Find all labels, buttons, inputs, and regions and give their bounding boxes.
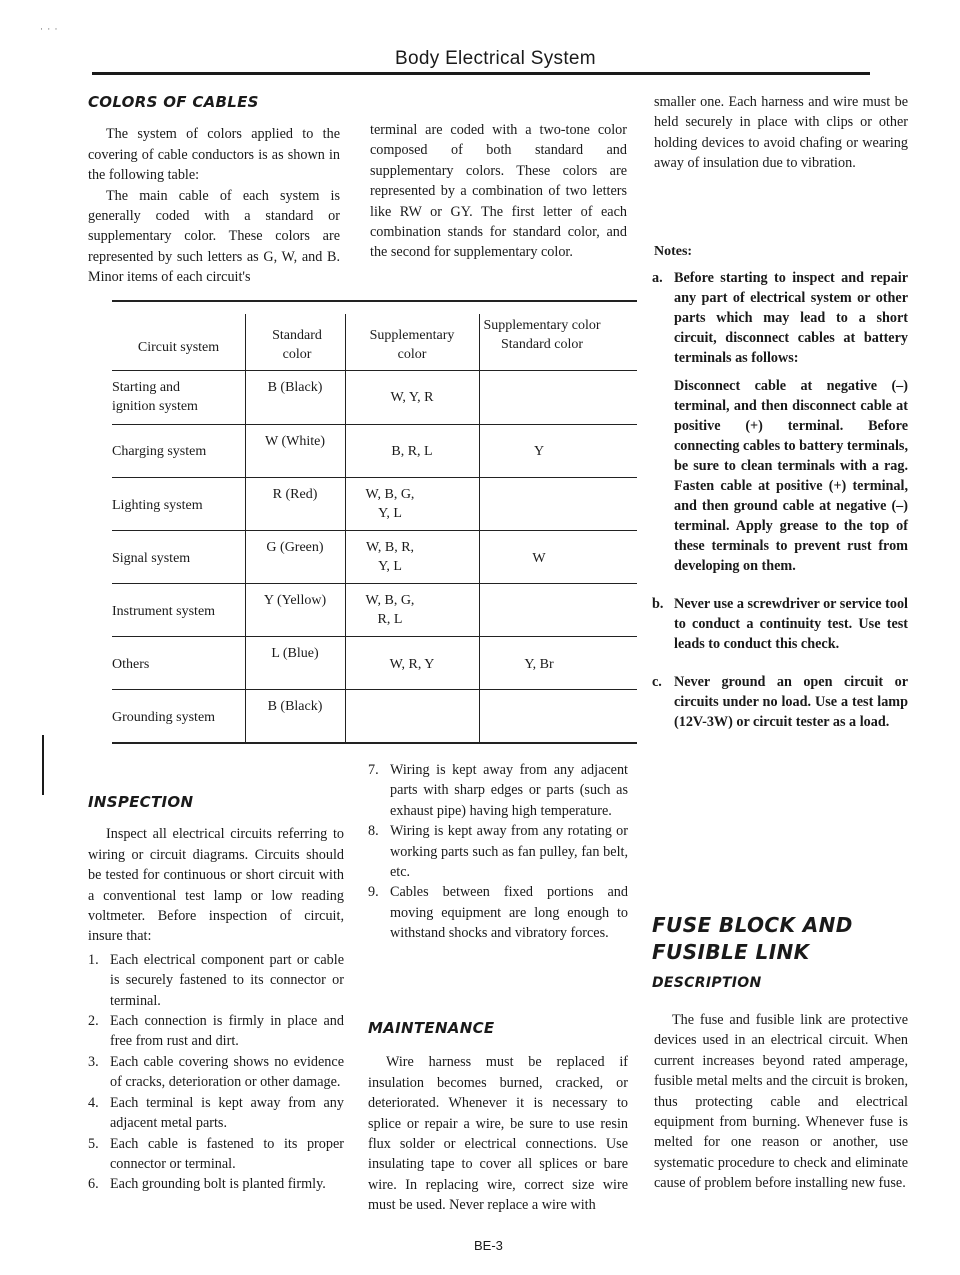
item-text: Each electrical component part or cable is securely fastened to its connector or terminal.: [110, 951, 344, 1009]
inspection-continued: [368, 760, 628, 944]
fuse-description: [654, 1010, 908, 1194]
note-text: Never ground an open circuit or circuits under no load. Use a test lamp (12V-3W) or circuit tester as a load.: [674, 674, 908, 730]
note-text: Before starting to inspect and repair any part of electrical system or other parts which may lead to a short circuit, disconnect cables at battery terminals as follows:: [674, 270, 908, 366]
header-rule: [92, 72, 870, 75]
table-cell-system: Others: [112, 657, 150, 672]
note-label: a.: [652, 270, 663, 286]
table-cell-standard: B (Black): [267, 380, 323, 395]
maintenance-heading: MAINTENANCE: [368, 1019, 495, 1037]
colors-para-1: The system of colors applied to the covering of cable conductors is as shown in the following table:: [88, 126, 340, 184]
table-col-divider: [245, 314, 246, 742]
description-heading: DESCRIPTION: [652, 975, 762, 991]
table-rule: [112, 477, 637, 478]
note-label: b.: [652, 596, 664, 612]
inspection-section: [88, 792, 344, 1195]
item-number: 9.: [368, 884, 379, 901]
list-item: [88, 1011, 344, 1052]
colors-para-3: terminal are coded with a two-tone color composed of both standard and supplementary colors. These colors are represented by a combination of two letters like RW or GY. The first letter of each combination stands for standard color, and the second for supplementary color.: [370, 122, 627, 261]
table-cell-supp-standard: Y: [533, 444, 545, 459]
item-text: Cables between fixed portions and moving equipment are long enough to withstand shocks and vibratory forces.: [390, 884, 628, 942]
list-item: [368, 760, 628, 821]
item-number: 1.: [88, 951, 99, 968]
table-header-circuit: Circuit system: [137, 340, 220, 355]
maintenance-para: Wire harness must be replaced if insulation becomes burned, cracked, or deteriorated. Whenever it is necessary to splice or repair a wire, be sure to use resin flux solder or electrical connections. Use insulating tape to cover all splices or bare wire. In replacing wire, correct size wire must be used. Never replace a wire with: [368, 1054, 628, 1214]
harness-para: smaller one. Each harness and wire must be held securely in place with clips or other holding devices to avoid chafing or wearing away of insulation due to vibration.: [654, 94, 908, 172]
item-number: 3.: [88, 1053, 99, 1070]
item-text: Each grounding bolt is planted firmly.: [110, 1176, 326, 1193]
table-rule-bottom: [112, 742, 637, 744]
note-item: [652, 594, 908, 662]
table-col-divider: [479, 314, 480, 742]
list-item: [88, 1093, 344, 1134]
note-text: Disconnect cable at negative (–) terminal, and then disconnect cable at positive (+) terminal. Before connecting cables to battery terminals, be sure to clean terminals with a rag. Fasten cable at positive (+) terminal, and then ground cable at negative (–) terminal. Apply grease to the top of these terminals to prevent rust from developing on them.: [674, 378, 908, 574]
table-rule: [112, 370, 637, 371]
right-column-top: [654, 92, 908, 174]
table-cell-system: Lighting system: [112, 498, 203, 513]
table-rule-top: [112, 300, 637, 302]
table-cell-standard: W (White): [265, 434, 325, 449]
list-item: [88, 950, 344, 1011]
table-cell-supplementary: B, R, L: [391, 444, 433, 459]
table-cell-supplementary: W, Y, R: [390, 390, 434, 405]
table-cell-standard: Y (Yellow): [263, 593, 327, 608]
colors-section: [88, 92, 340, 288]
table-cell-standard: G (Green): [266, 540, 324, 555]
table-rule: [112, 583, 637, 584]
list-item: [88, 1052, 344, 1093]
corner-dots: · · ·: [40, 24, 59, 34]
inspection-intro: Inspect all electrical circuits referring to wiring or circuit diagrams. Circuits should be tested for continuous or short circuit with a conventional test lamp or low reading voltmeter. Before inspection of circuit, insure that:: [88, 826, 344, 945]
item-text: Wiring is kept away from any adjacent parts with sharp edges or parts (such as exhaust pipe) having high temperature.: [390, 762, 628, 819]
table-rule: [112, 636, 637, 637]
item-text: Each cable covering shows no evidence of cracks, deterioration or other damage.: [110, 1053, 344, 1091]
colors-heading: COLORS OF CABLES: [88, 93, 259, 111]
table-cell-system: Instrument system: [112, 604, 216, 619]
table-cell-system: Grounding system: [112, 710, 216, 725]
table-cell-supplementary: W, R, Y: [389, 657, 435, 672]
page-number: BE-3: [474, 1238, 503, 1253]
item-text: Wiring is kept away from any rotating or working parts such as fan pulley, fan belt, etc.: [390, 823, 628, 881]
note-text: Never use a screwdriver or service tool to conduct a continuity test. Use test leads to conduct this check.: [674, 596, 908, 652]
colors-continued: [370, 120, 627, 263]
table-cell-supp-standard: Y, Br: [524, 657, 554, 672]
table-cell-system: Charging system: [112, 444, 207, 459]
table-col-divider: [345, 314, 346, 742]
table-cell-standard: B (Black): [267, 699, 323, 714]
list-item: [368, 821, 628, 882]
note-item: [652, 672, 908, 740]
table-cell-supplementary: W, B, R, Y, L: [365, 540, 415, 574]
item-number: 7.: [368, 762, 379, 778]
notes-list: [652, 268, 908, 750]
list-item: [88, 1134, 344, 1175]
table-rule: [112, 424, 637, 425]
table-header-supplementary: Supplementary color: [369, 328, 455, 362]
item-text: Each cable is fastened to its proper connector or terminal.: [110, 1135, 344, 1172]
table-cell-system: Starting and ignition system: [112, 380, 198, 414]
maintenance-section: [368, 1018, 628, 1216]
margin-bar: [42, 735, 44, 795]
table-header-supp-standard: Supplementary color Standard color: [483, 318, 601, 352]
item-number: 5.: [88, 1135, 99, 1152]
fuse-heading: FUSE BLOCK AND FUSIBLE LINK: [652, 913, 853, 964]
colors-para-2: The main cable of each system is generally coded with a standard or supplementary color. These colors are represented by such letters as G, W, and B. Minor items of each circuit's: [88, 187, 340, 286]
table-cell-system: Signal system: [112, 551, 191, 566]
table-cell-supp-standard: W: [532, 551, 546, 566]
item-number: 6.: [88, 1176, 99, 1193]
table-rule: [112, 530, 637, 531]
item-text: Each connection is firmly in place and free from rust and dirt.: [110, 1013, 344, 1050]
item-number: 4.: [88, 1094, 99, 1111]
item-number: 8.: [368, 823, 379, 840]
table-rule: [112, 689, 637, 690]
page-header: Body Electrical System: [395, 48, 596, 69]
table-cell-supplementary: W, B, G, Y, L: [365, 487, 415, 521]
list-item: [88, 1174, 344, 1194]
table-cell-standard: L (Blue): [271, 646, 319, 661]
item-text: Each terminal is kept away from any adjacent metal parts.: [110, 1094, 344, 1132]
item-number: 2.: [88, 1013, 99, 1030]
table-cell-standard: R (Red): [272, 487, 318, 502]
notes-label: Notes:: [654, 244, 693, 259]
note-item: [652, 268, 908, 584]
table-header-standard: Standard color: [272, 328, 322, 362]
note-label: c.: [652, 674, 662, 690]
inspection-heading: INSPECTION: [88, 793, 194, 811]
fuse-para: The fuse and fusible link are protective devices used in an electrical circuit. When current increases beyond rated amperage, fusible metal melts and the circuit is broken, thus protecting cable and electrical equipment from burning. Whenever fuse is melted for one reason or another, use systematic procedure to check and eliminate cause of problem before installing new fuse.: [654, 1012, 908, 1192]
list-item: [368, 882, 628, 943]
table-cell-supplementary: W, B, G, R, L: [365, 593, 415, 627]
